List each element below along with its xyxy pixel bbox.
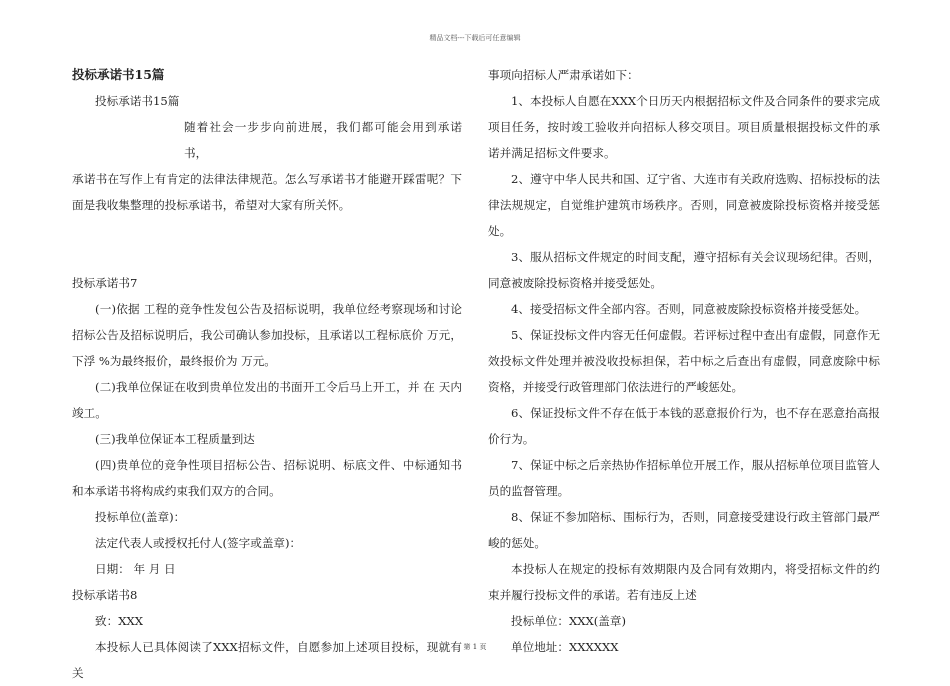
blank-line [72,218,462,244]
page-number: 第 1 页 [463,643,487,651]
bidder-unit: 投标单位：XXX(盖章) [511,614,626,628]
document-subtitle: 投标承诺书15篇 [95,94,180,108]
commitment-item-6: 6、保证投标文件不存在低于本钱的恶意报价行为，也不存在恶意抬高报价行为。 [488,406,880,446]
section-7-date: 日期： 年 月 日 [95,562,176,576]
commitment-item-1: 1、本投标人自愿在XXX个日历天内根据招标文件及合同条件的要求完成项目任务，按时竣工验收并向招标人移交项目。项目质量根据投标文件的承诺并满足招标文件要求。 [488,94,880,160]
commitment-item-2: 2、遵守中华人民共和国、辽宁省、大连市有关政府选购、招标投标的法律法规规定，自觉维护建筑市场秩序。否则，同意被废除投标资格并接受惩处。 [488,172,880,238]
page-header-note: 精品文档---下载后可任意编辑 [429,34,521,42]
right-column [488,62,880,660]
commitment-item-7: 7、保证中标之后亲热协作招标单位开展工作，服从招标单位项目监管人员的监督管理。 [488,458,880,498]
intro-line-1: 随着社会一步步向前进展，我们都可能会用到承诺书， [184,120,462,160]
intro-paragraph: 承诺书在写作上有肯定的法律法律规范。怎么写承诺书才能避开踩雷呢？下面是我收集整理的投标承诺书，希望对大家有所关怀。 [72,172,462,212]
section-7-paragraph-1: (一)依据 工程的竞争性发包公告及招标说明，我单位经考察现场和讨论招标公告及招标说明后，我公司确认参加投标，且承诺以工程标底价 万元，下浮 %为最终报价，最终报价为 万元。 [72,302,462,368]
blank-line [72,244,462,270]
section-7-paragraph-2: (二)我单位保证在收到贵单位发出的书面开工令后马上开工，并 在 天内竣工。 [72,380,462,420]
section-7-title: 投标承诺书7 [72,276,138,290]
section-8-addressee: 致：XXX [95,614,143,628]
commitment-item-8: 8、保证不参加陪标、围标行为，否则，同意接受建设行政主管部门最严峻的惩处。 [488,510,880,550]
section-7-representative: 法定代表人或授权托付人(签字或盖章)： [95,536,302,550]
left-column [72,62,462,686]
bidder-address: 单位地址：XXXXXX [511,640,619,654]
section-8-paragraph-1: 本投标人已具体阅读了XXX招标文件，自愿参加上述项目投标，现就有关 [72,640,462,680]
section-7-paragraph-4: (四)贵单位的竞争性项目招标公告、招标说明、标底文件、中标通知书和本承诺书将构成约束我们双方的合同。 [72,458,462,498]
closing-paragraph: 本投标人在规定的投标有效期限内及合同有效期内，将受招标文件的约束并履行投标文件的承诺。若有违反上述 [488,562,880,602]
section-8-title: 投标承诺书8 [72,588,138,602]
commitment-item-5: 5、保证投标文件内容无任何虚假。若评标过程中查出有虚假，同意作无效投标文件处理并被没收投标担保，若中标之后查出有虚假，同意废除中标资格，并接受行政管理部门依法进行的严峻惩处。 [488,328,880,394]
commitment-item-3: 3、服从招标文件规定的时间支配，遵守招标有关会议现场纪律。否则，同意被废除投标资格并接受惩处。 [488,250,880,290]
section-7-bidder-unit: 投标单位(盖章)： [95,510,186,524]
commitment-item-4: 4、接受招标文件全部内容。否则，同意被废除投标资格并接受惩处。 [511,302,867,316]
section-7-paragraph-3: (三)我单位保证本工程质量到达 [95,432,255,446]
document-title: 投标承诺书15篇 [72,67,165,82]
section-8-continuation: 事项向招标人严肃承诺如下： [488,68,639,82]
